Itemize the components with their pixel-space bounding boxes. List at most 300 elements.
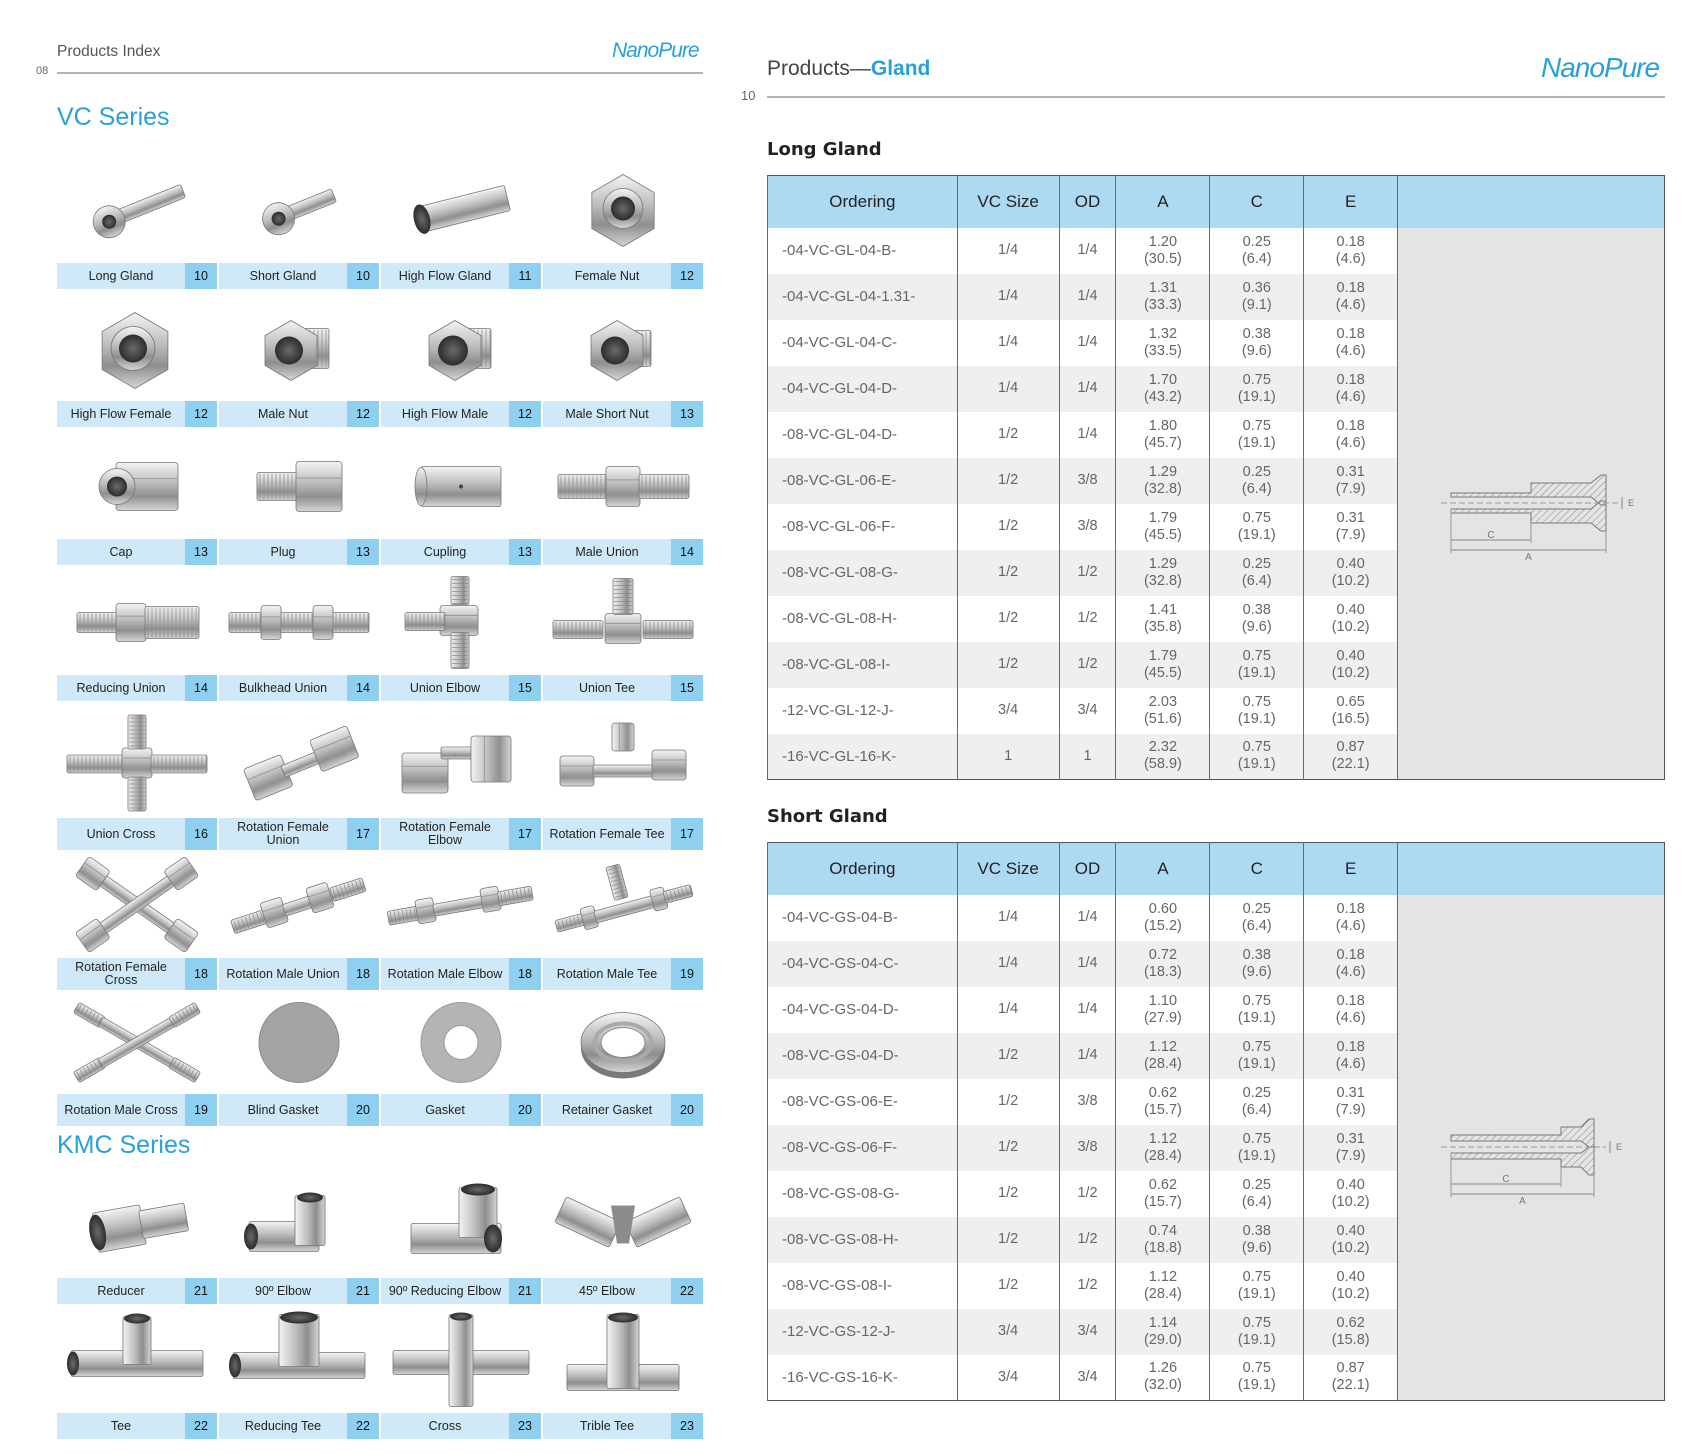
product-label-bar — [57, 818, 217, 850]
product-card[interactable] — [381, 991, 541, 1126]
column-header: C — [1210, 176, 1304, 228]
product-page-number: 20 — [671, 1094, 703, 1126]
column-header: C — [1210, 843, 1304, 895]
product-label-bar — [219, 958, 379, 990]
product-card[interactable] — [543, 296, 703, 427]
od-cell: 3/8 — [1059, 504, 1116, 550]
e-cell: 0.18 (4.6) — [1304, 895, 1398, 941]
product-label-bar — [381, 401, 541, 427]
product-card[interactable] — [543, 1173, 703, 1304]
a-cell: 1.14 (29.0) — [1116, 1309, 1210, 1355]
vc-size-cell: 1/2 — [957, 1263, 1059, 1309]
female-nut-photo — [543, 158, 703, 263]
product-card[interactable] — [219, 296, 379, 427]
bulkhead-union-photo — [219, 570, 379, 675]
od-cell: 1/2 — [1059, 642, 1116, 688]
c-cell: 0.75 (19.1) — [1210, 412, 1304, 458]
product-card[interactable] — [543, 1308, 703, 1439]
product-card[interactable] — [543, 570, 703, 701]
c-cell: 0.25 (6.4) — [1210, 895, 1304, 941]
header-rule — [57, 72, 703, 74]
product-name: Bulkhead Union — [238, 680, 328, 695]
a-cell: 1.12 (28.4) — [1116, 1263, 1210, 1309]
od-cell: 1/4 — [1059, 320, 1116, 366]
rotation-male-union-photo — [219, 851, 379, 958]
union-tee-photo — [543, 570, 703, 675]
column-header: OD — [1059, 176, 1116, 228]
product-card[interactable] — [57, 296, 217, 427]
e-cell: 0.40 (10.2) — [1304, 596, 1398, 642]
vc-size-cell: 1/4 — [957, 895, 1059, 941]
a-cell: 0.60 (15.2) — [1116, 895, 1210, 941]
e-cell: 0.62 (15.8) — [1304, 1309, 1398, 1355]
product-label-bar — [57, 675, 217, 701]
od-cell: 3/8 — [1059, 1125, 1116, 1171]
short-gland-cross-section-drawing — [1398, 895, 1665, 1401]
product-card[interactable] — [381, 296, 541, 427]
product-page-number: 18 — [185, 958, 217, 990]
product-label-bar — [219, 263, 379, 289]
product-name: Union Tee — [578, 680, 636, 695]
e-cell: 0.40 (10.2) — [1304, 1217, 1398, 1263]
product-card[interactable] — [57, 1173, 217, 1304]
od-cell: 3/4 — [1059, 1355, 1116, 1401]
products-index-page — [0, 0, 740, 1454]
od-cell: 1/4 — [1059, 366, 1116, 412]
e-cell: 0.65 (16.5) — [1304, 688, 1398, 734]
od-cell: 1/2 — [1059, 1171, 1116, 1217]
e-cell: 0.18 (4.6) — [1304, 1033, 1398, 1079]
a-cell: 0.62 (15.7) — [1116, 1079, 1210, 1125]
vc-size-cell: 1/2 — [957, 1079, 1059, 1125]
short-gland-table — [767, 842, 1665, 1401]
high-flow-female-photo — [57, 296, 217, 401]
reducing-tee-photo — [219, 1308, 379, 1413]
product-label-bar — [381, 675, 541, 701]
product-name: Rotation Male Tee — [556, 966, 658, 981]
product-card[interactable] — [381, 851, 541, 990]
product-page-number: 17 — [671, 818, 703, 850]
product-label-bar — [381, 1278, 541, 1304]
drawing-label-c: C — [1487, 530, 1495, 542]
a-cell: 1.20 (30.5) — [1116, 228, 1210, 274]
drawing-label-a: A — [1525, 552, 1532, 564]
vc-size-cell: 1/4 — [957, 228, 1059, 274]
e-cell: 0.31 (7.9) — [1304, 1125, 1398, 1171]
product-name: 90º Elbow — [255, 1283, 311, 1298]
c-cell: 0.38 (9.6) — [1210, 941, 1304, 987]
product-page-number: 10 — [185, 263, 217, 289]
product-card[interactable] — [219, 851, 379, 990]
product-label-bar — [219, 1278, 379, 1304]
product-card[interactable] — [219, 1173, 379, 1304]
tee-photo — [57, 1308, 217, 1413]
short-gland-photo — [219, 158, 379, 263]
long-gland-table — [767, 175, 1665, 780]
column-header-drawing — [1398, 843, 1665, 895]
long-gland-photo — [57, 158, 217, 263]
male-short-nut-photo — [543, 296, 703, 401]
c-cell: 0.75 (19.1) — [1210, 366, 1304, 412]
drawing-label-a: A — [1519, 1196, 1526, 1208]
a-cell: 1.12 (28.4) — [1116, 1125, 1210, 1171]
short-gland-title: Short Gland — [767, 806, 888, 827]
product-card[interactable] — [381, 1308, 541, 1439]
product-page-number: 12 — [185, 401, 217, 427]
product-label-bar — [57, 958, 217, 990]
product-card[interactable] — [57, 708, 217, 850]
ordering-code: -08-VC-GS-04-D- — [768, 1033, 958, 1079]
vc-size-cell: 1/2 — [957, 1217, 1059, 1263]
trible-tee-photo — [543, 1308, 703, 1413]
vc-size-cell: 3/4 — [957, 688, 1059, 734]
ordering-code: -04-VC-GL-04-D- — [768, 366, 958, 412]
a-cell: 1.29 (32.8) — [1116, 550, 1210, 596]
table-header-row — [768, 176, 1665, 228]
high-flow-gland-photo — [381, 158, 541, 263]
e-cell: 0.40 (10.2) — [1304, 1263, 1398, 1309]
product-label-bar — [381, 539, 541, 565]
page-number: 10 — [741, 88, 756, 103]
page-number: 08 — [36, 65, 49, 77]
product-name: Rotation Female Tee — [549, 826, 665, 841]
product-page-number: 13 — [347, 539, 379, 565]
product-name: Union Elbow — [409, 680, 481, 695]
e-cell: 0.87 (22.1) — [1304, 1355, 1398, 1401]
ordering-code: -08-VC-GL-08-I- — [768, 642, 958, 688]
product-label-bar — [543, 958, 703, 990]
column-header: VC Size — [957, 843, 1059, 895]
product-card[interactable] — [381, 708, 541, 850]
c-cell: 0.75 (19.1) — [1210, 642, 1304, 688]
drawing-label-e: E — [1616, 1142, 1623, 1153]
od-cell: 3/4 — [1059, 1309, 1116, 1355]
ordering-code: -08-VC-GS-06-F- — [768, 1125, 958, 1171]
rotation-female-elbow-photo — [381, 708, 541, 818]
od-cell: 1 — [1059, 734, 1116, 780]
a-cell: 0.62 (15.7) — [1116, 1171, 1210, 1217]
vc-size-cell: 3/4 — [957, 1309, 1059, 1355]
product-label-bar — [543, 1094, 703, 1126]
table-row — [768, 895, 1665, 941]
product-name: Male Union — [575, 544, 639, 559]
product-page-number: 19 — [185, 1094, 217, 1126]
c-cell: 0.75 (19.1) — [1210, 1125, 1304, 1171]
e-cell: 0.40 (10.2) — [1304, 1171, 1398, 1217]
ordering-code: -04-VC-GS-04-B- — [768, 895, 958, 941]
product-card[interactable] — [543, 434, 703, 565]
high-flow-male-photo — [381, 296, 541, 401]
product-label-bar — [219, 401, 379, 427]
a-cell: 1.79 (45.5) — [1116, 642, 1210, 688]
product-name: Male Short Nut — [565, 406, 649, 421]
product-card[interactable] — [219, 991, 379, 1126]
vc-size-cell: 1/4 — [957, 987, 1059, 1033]
product-name: Union Cross — [86, 826, 156, 841]
ordering-code: -08-VC-GS-08-I- — [768, 1263, 958, 1309]
product-page-number: 12 — [671, 263, 703, 289]
product-card[interactable] — [381, 1173, 541, 1304]
e-cell: 0.31 (7.9) — [1304, 504, 1398, 550]
product-card[interactable] — [57, 1308, 217, 1439]
e-cell: 0.18 (4.6) — [1304, 987, 1398, 1033]
gland-products-page — [740, 0, 1700, 1454]
product-name: Male Nut — [257, 406, 309, 421]
c-cell: 0.36 (9.1) — [1210, 274, 1304, 320]
column-header: A — [1116, 176, 1210, 228]
product-label-bar — [381, 263, 541, 289]
product-name: Short Gland — [249, 268, 317, 283]
product-label-bar — [543, 263, 703, 289]
product-label-bar — [381, 1094, 541, 1126]
ordering-code: -16-VC-GL-16-K- — [768, 734, 958, 780]
a-cell: 1.41 (35.8) — [1116, 596, 1210, 642]
a-cell: 0.72 (18.3) — [1116, 941, 1210, 987]
table-header-row — [768, 843, 1665, 895]
c-cell: 0.75 (19.1) — [1210, 1355, 1304, 1401]
column-header: Ordering — [768, 843, 958, 895]
product-label-bar — [57, 1094, 217, 1126]
reducing-elbow-90-photo — [381, 1173, 541, 1278]
ordering-code: -12-VC-GS-12-J- — [768, 1309, 958, 1355]
rotation-female-cross-photo — [57, 851, 217, 958]
product-page-number: 23 — [671, 1413, 703, 1439]
product-page-number: 12 — [347, 401, 379, 427]
vc-size-cell: 1/2 — [957, 1033, 1059, 1079]
product-card[interactable] — [57, 570, 217, 701]
product-card[interactable] — [543, 991, 703, 1126]
product-name: Plug — [270, 544, 296, 559]
product-name: High Flow Female — [70, 406, 172, 421]
od-cell: 1/4 — [1059, 941, 1116, 987]
product-page-number: 22 — [671, 1278, 703, 1304]
product-label-bar — [219, 675, 379, 701]
product-card[interactable] — [57, 434, 217, 565]
a-cell: 1.70 (43.2) — [1116, 366, 1210, 412]
product-label-bar — [219, 1413, 379, 1439]
rotation-male-tee-photo — [543, 851, 703, 958]
product-name: Rotation Female Union — [237, 820, 329, 847]
product-name: Rotation Female Elbow — [399, 820, 491, 847]
product-card[interactable] — [543, 708, 703, 850]
product-card[interactable] — [219, 158, 379, 289]
ordering-code: -08-VC-GL-06-E- — [768, 458, 958, 504]
vc-size-cell: 1/2 — [957, 458, 1059, 504]
product-page-number: 15 — [671, 675, 703, 701]
product-name: Long Gland — [88, 268, 154, 283]
rotation-female-tee-photo — [543, 708, 703, 818]
cap-photo — [57, 434, 217, 539]
c-cell: 0.25 (6.4) — [1210, 1171, 1304, 1217]
product-label-bar — [543, 401, 703, 427]
product-label-bar — [57, 401, 217, 427]
vc-size-cell: 1 — [957, 734, 1059, 780]
product-label-bar — [57, 263, 217, 289]
e-cell: 0.87 (22.1) — [1304, 734, 1398, 780]
product-page-number: 14 — [185, 675, 217, 701]
c-cell: 0.25 (6.4) — [1210, 550, 1304, 596]
product-page-number: 13 — [671, 401, 703, 427]
ordering-code: -08-VC-GS-08-H- — [768, 1217, 958, 1263]
elbow-90-photo — [219, 1173, 379, 1278]
product-card[interactable] — [219, 1308, 379, 1439]
product-label-bar — [57, 1413, 217, 1439]
product-page-number: 21 — [347, 1278, 379, 1304]
page-header-title: Products Index — [57, 43, 161, 60]
product-card[interactable] — [381, 158, 541, 289]
union-cross-photo — [57, 708, 217, 818]
c-cell: 0.38 (9.6) — [1210, 320, 1304, 366]
a-cell: 1.26 (32.0) — [1116, 1355, 1210, 1401]
product-page-number: 18 — [509, 958, 541, 990]
a-cell: 1.32 (33.5) — [1116, 320, 1210, 366]
vc-size-cell: 1/2 — [957, 504, 1059, 550]
product-page-number: 10 — [347, 263, 379, 289]
product-label-bar — [219, 818, 379, 850]
product-name: Retainer Gasket — [561, 1102, 653, 1117]
c-cell: 0.75 (19.1) — [1210, 1263, 1304, 1309]
product-page-number: 17 — [509, 818, 541, 850]
product-name: Gasket — [425, 1102, 465, 1117]
column-header-drawing — [1398, 176, 1665, 228]
product-card[interactable] — [57, 158, 217, 289]
product-label-bar — [57, 1278, 217, 1304]
brand-logo: NanoPure — [1541, 52, 1660, 83]
c-cell: 0.75 (19.1) — [1210, 987, 1304, 1033]
product-label-bar — [543, 1278, 703, 1304]
ordering-code: -08-VC-GL-08-H- — [768, 596, 958, 642]
od-cell: 3/8 — [1059, 458, 1116, 504]
product-name: Reducing Union — [76, 680, 166, 695]
product-page-number: 11 — [509, 263, 541, 289]
e-cell: 0.18 (4.6) — [1304, 228, 1398, 274]
c-cell: 0.75 (19.1) — [1210, 504, 1304, 550]
rotation-male-elbow-photo — [381, 851, 541, 958]
ordering-code: -04-VC-GL-04-B- — [768, 228, 958, 274]
vc-size-cell: 1/2 — [957, 1125, 1059, 1171]
e-cell: 0.18 (4.6) — [1304, 274, 1398, 320]
long-gland-title: Long Gland — [767, 139, 882, 160]
reducing-union-photo — [57, 570, 217, 675]
cross-photo — [381, 1308, 541, 1413]
product-card[interactable] — [219, 434, 379, 565]
ordering-code: -04-VC-GL-04-C- — [768, 320, 958, 366]
a-cell: 0.74 (18.8) — [1116, 1217, 1210, 1263]
product-page-number: 13 — [185, 539, 217, 565]
c-cell: 0.38 (9.6) — [1210, 596, 1304, 642]
header-rule — [767, 96, 1665, 98]
product-name: Trible Tee — [579, 1418, 635, 1433]
union-elbow-photo — [381, 570, 541, 675]
table-row — [768, 228, 1665, 274]
e-cell: 0.18 (4.6) — [1304, 366, 1398, 412]
drawing-label-c: C — [1502, 1174, 1510, 1186]
a-cell: 1.80 (45.7) — [1116, 412, 1210, 458]
product-name: Reducer — [97, 1283, 145, 1298]
product-label-bar — [219, 539, 379, 565]
od-cell: 1/4 — [1059, 895, 1116, 941]
product-name: Cupling — [423, 544, 467, 559]
column-header: Ordering — [768, 176, 958, 228]
product-page-number: 14 — [347, 675, 379, 701]
e-cell: 0.40 (10.2) — [1304, 550, 1398, 596]
product-card[interactable] — [219, 570, 379, 701]
od-cell: 1/4 — [1059, 987, 1116, 1033]
column-header: VC Size — [957, 176, 1059, 228]
product-card[interactable] — [57, 851, 217, 990]
product-page-number: 20 — [509, 1094, 541, 1126]
product-page-number: 21 — [185, 1278, 217, 1304]
product-card[interactable] — [543, 851, 703, 990]
column-header: OD — [1059, 843, 1116, 895]
drawing-label-e: E — [1628, 498, 1635, 509]
vc-size-cell: 1/4 — [957, 366, 1059, 412]
od-cell: 3/8 — [1059, 1079, 1116, 1125]
od-cell: 1/2 — [1059, 1217, 1116, 1263]
rotation-male-cross-photo — [57, 991, 217, 1094]
e-cell: 0.18 (4.6) — [1304, 412, 1398, 458]
ordering-code: -04-VC-GS-04-C- — [768, 941, 958, 987]
e-cell: 0.18 (4.6) — [1304, 320, 1398, 366]
product-name: Tee — [110, 1418, 132, 1433]
product-page-number: 13 — [509, 539, 541, 565]
product-name: Cap — [109, 544, 133, 559]
e-cell: 0.31 (7.9) — [1304, 458, 1398, 504]
product-card[interactable] — [57, 991, 217, 1126]
reducer-photo — [57, 1173, 217, 1278]
vc-size-cell: 1/4 — [957, 941, 1059, 987]
product-name: Reducing Tee — [244, 1418, 322, 1433]
product-page-number: 18 — [347, 958, 379, 990]
product-page-number: 15 — [509, 675, 541, 701]
vc-series-title: VC Series — [57, 103, 170, 131]
product-label-bar — [543, 675, 703, 701]
male-union-photo — [543, 434, 703, 539]
product-label-bar — [543, 1413, 703, 1439]
od-cell: 1/2 — [1059, 1263, 1116, 1309]
a-cell: 1.12 (28.4) — [1116, 1033, 1210, 1079]
ordering-code: -04-VC-GS-04-D- — [768, 987, 958, 1033]
c-cell: 0.75 (19.1) — [1210, 688, 1304, 734]
vc-size-cell: 1/2 — [957, 642, 1059, 688]
rotation-female-union-photo — [219, 708, 379, 818]
ordering-code: -16-VC-GS-16-K- — [768, 1355, 958, 1401]
product-name: Cross — [428, 1418, 462, 1433]
od-cell: 3/4 — [1059, 688, 1116, 734]
product-card[interactable] — [219, 708, 379, 850]
product-name: Rotation Male Cross — [64, 1102, 178, 1117]
product-card[interactable] — [543, 158, 703, 289]
product-label-bar — [381, 818, 541, 850]
e-cell: 0.31 (7.9) — [1304, 1079, 1398, 1125]
product-card[interactable] — [381, 434, 541, 565]
product-label-bar — [219, 1094, 379, 1126]
product-name: Blind Gasket — [247, 1102, 319, 1117]
a-cell: 1.10 (27.9) — [1116, 987, 1210, 1033]
product-label-bar — [57, 539, 217, 565]
product-page-number: 16 — [185, 818, 217, 850]
c-cell: 0.75 (19.1) — [1210, 1309, 1304, 1355]
product-card[interactable] — [381, 570, 541, 701]
ordering-code: -08-VC-GL-06-F- — [768, 504, 958, 550]
product-page-number: 19 — [671, 958, 703, 990]
ordering-code: -08-VC-GL-08-G- — [768, 550, 958, 596]
vc-size-cell: 1/4 — [957, 320, 1059, 366]
brand-logo: NanoPure — [612, 39, 699, 62]
product-name: Rotation Female Cross — [75, 960, 167, 987]
c-cell: 0.75 (19.1) — [1210, 734, 1304, 780]
product-page-number: 17 — [347, 818, 379, 850]
